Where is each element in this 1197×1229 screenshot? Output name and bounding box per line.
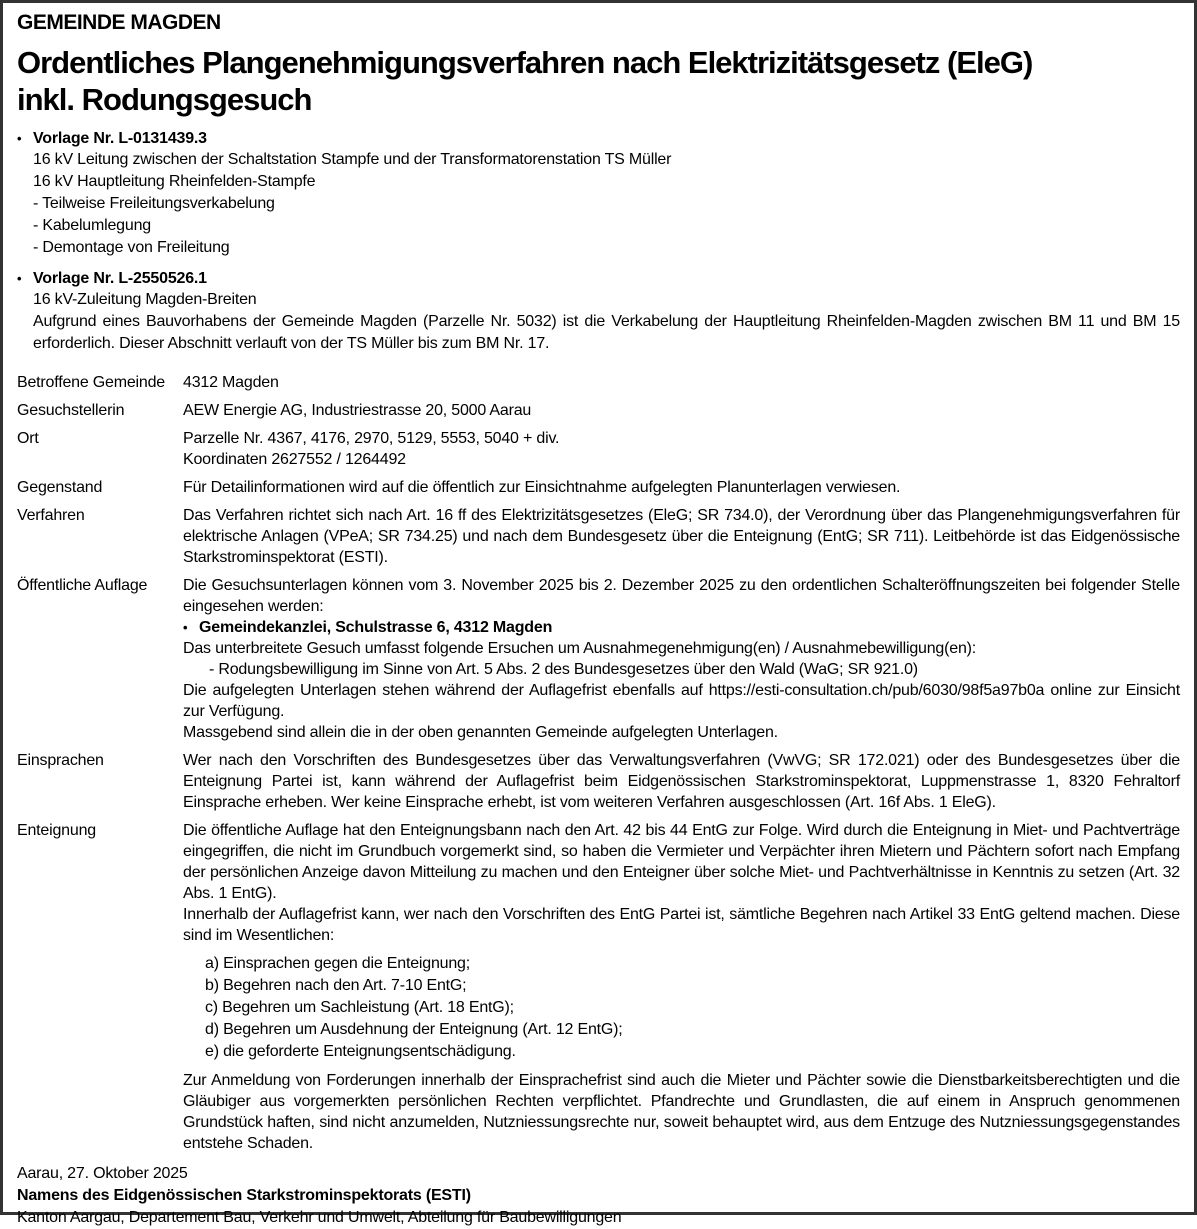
vorlage-line: - Demontage von Freileitung bbox=[33, 239, 230, 256]
page-title-line1: Ordentliches Plangenehmigungsverfahren nach Elektrizitätsgesetz (EleG) bbox=[17, 45, 1033, 80]
row-value-enteignung bbox=[183, 820, 1180, 1154]
row-label-oeffentliche-auflage: Öffentliche Auflage bbox=[17, 577, 148, 594]
claim-item-a: a) Einsprachen gegen die Enteignung; bbox=[205, 955, 471, 972]
vorlage-item-2 bbox=[17, 268, 1180, 355]
footer-department: Kanton Aargau, Departement Bau, Verkehr und Umwelt, Abteilung für Baubewilligungen bbox=[17, 1209, 622, 1226]
vorlage-description: Aufgrund eines Bauvorhabens der Gemeinde Magden (Parzelle Nr. 5032) ist die Verkabelung der Hauptleitung Rheinfelden-Magden zwischen BM 11 und BM 15 erforderlich. Dieser Abschnitt verlauft von der TS Müller bis zum BM Nr. 17. bbox=[33, 313, 1180, 352]
enteignung-claims-list bbox=[183, 953, 1180, 1063]
row-label-gesuchstellerin: Gesuchstellerin bbox=[17, 402, 125, 419]
row-value-verfahren: Das Verfahren richtet sich nach Art. 16 ff des Elektrizitätsgesetzes (EleG; SR 734.0), der Verordnung über das Plangenehmigungsverfahren für elektrische Anlagen (VPeA; SR 734.25) und nach dem Bundesgesetz über die Enteignung (EntG; SR 711). Leitbehörde ist das Eidgenössische Starkstrominspektorat (ESTI). bbox=[183, 507, 1180, 566]
row-value-betroffene-gemeinde: 4312 Magden bbox=[183, 374, 279, 391]
details-table bbox=[17, 372, 1180, 1154]
row-value-einsprachen: Wer nach den Vorschriften des Bundesgesetzes über das Verwaltungsverfahren (VwVG; SR 172.021) oder des Bundesgesetzes über die Enteignung Partei ist, kann während der Auflagefrist beim Eidgenössischen Starkstrominspektorat, Luppmenstrasse 1, 8320 Fehraltorf Einsprache erheben. Wer keine Einsprache erhebt, ist vom weiteren Verfahren ausgeschlossen (Art. 16f Abs. 1 EleG). bbox=[183, 752, 1180, 811]
row-label-ort: Ort bbox=[17, 430, 39, 447]
row-label-verfahren: Verfahren bbox=[17, 507, 85, 524]
row-value-oeffentliche-auflage bbox=[183, 575, 1180, 743]
row-label-enteignung: Enteignung bbox=[17, 822, 96, 839]
auflage-binding-note: Massgebend sind allein die in der oben genannten Gemeinde aufgelegten Unterlagen. bbox=[183, 724, 778, 741]
vorlage-line: 16 kV-Zuleitung Magden-Breiten bbox=[33, 291, 257, 308]
vorlage-line: 16 kV Hauptleitung Rheinfelden-Stampfe bbox=[33, 173, 316, 190]
claim-item-b: b) Begehren nach den Art. 7-10 EntG; bbox=[205, 977, 467, 994]
bullet-icon: • bbox=[17, 271, 22, 286]
vorlage-item-1 bbox=[17, 128, 1180, 259]
footer-authority: Namens des Eidgenössischen Starkstrominspektorats (ESTI) bbox=[17, 1187, 471, 1204]
consultation-url: https://esti-consultation.ch/pub/6030/98f5a97b0a bbox=[708, 682, 1045, 699]
vorlage-number: Vorlage Nr. L-0131439.3 bbox=[33, 130, 207, 147]
ort-parcels: Parzelle Nr. 4367, 4176, 2970, 5129, 5553, 5040 + div. bbox=[183, 430, 560, 447]
vorlage-body bbox=[17, 289, 1180, 355]
row-value-gesuchstellerin: AEW Energie AG, Industriestrasse 20, 5000 Aarau bbox=[183, 402, 532, 419]
vorlage-line: - Kabelumlegung bbox=[33, 217, 151, 234]
auflage-intro: Die Gesuchsunterlagen können vom 3. November 2025 bis 2. Dezember 2025 zu den ordentlichen Schalteröffnungszeiten bei folgender Stelle eingesehen werden: bbox=[183, 577, 1180, 615]
auflage-request: Das unterbreitete Gesuch umfasst folgende Ersuchen um Ausnahmegenehmigung(en) / Ausnahmebewilligung(en): bbox=[183, 640, 977, 657]
bullet-icon: • bbox=[183, 620, 188, 635]
row-label-einsprachen: Einsprachen bbox=[17, 752, 104, 769]
claim-item-d: d) Begehren um Ausdehnung der Enteignung (Art. 12 EntG); bbox=[205, 1021, 623, 1038]
vorlage-body bbox=[17, 149, 1180, 259]
page-title-line2: inkl. Rodungsgesuch bbox=[17, 82, 312, 117]
auflage-exception: - Rodungsbewilligung im Sinne von Art. 5 Abs. 2 des Bundesgesetzes über den Wald (WaG; SR 921.0) bbox=[209, 661, 918, 678]
auflage-online-prefix: Die aufgelegten Unterlagen stehen während der Auflagefrist ebenfalls auf bbox=[183, 682, 709, 699]
page-title bbox=[17, 44, 1180, 118]
footer-place-date: Aarau, 27. Oktober 2025 bbox=[17, 1165, 188, 1182]
row-label-betroffene-gemeinde: Betroffene Gemeinde bbox=[17, 374, 166, 391]
enteignung-paragraph-1: Die öffentliche Auflage hat den Enteignungsbann nach den Art. 42 bis 44 EntG zur Folge. Wird durch die Enteignung in Miet- und Pachtverträge eingegriffen, die nicht im Grundbuch vorgemerkt sind, so haben die Vermieter und Verpächter ihren Mietern und Pächtern sofort nach Empfang der persönlichen Anzeige davon Mitteilung zu machen und den Enteigner über solche Miet- und Pachtverhältnisse in Kenntnis zu setzen (Art. 32 Abs. 1 EntG). bbox=[183, 822, 1180, 902]
claim-item-e: e) die geforderte Enteignungsentschädigung. bbox=[205, 1043, 516, 1060]
auflage-online bbox=[183, 680, 1180, 722]
vorlage-line: - Teilweise Freileitungsverkabelung bbox=[33, 195, 275, 212]
auflage-location: Gemeindekanzlei, Schulstrasse 6, 4312 Magden bbox=[199, 619, 553, 636]
vorlage-number: Vorlage Nr. L-2550526.1 bbox=[33, 270, 207, 287]
vorlage-heading-row bbox=[17, 128, 1180, 149]
row-value-ort bbox=[183, 428, 1180, 470]
row-value-gegenstand: Für Detailinformationen wird auf die öffentlich zur Einsichtnahme aufgelegten Planunterlagen verwiesen. bbox=[183, 479, 901, 496]
vorlage-heading-row bbox=[17, 268, 1180, 289]
municipality-header: GEMEINDE MAGDEN bbox=[17, 11, 221, 34]
vorlage-line: 16 kV Leitung zwischen der Schaltstation Stampfe und der Transformatorenstation TS Müller bbox=[33, 151, 672, 168]
claim-item-c: c) Begehren um Sachleistung (Art. 18 EntG); bbox=[205, 999, 514, 1016]
enteignung-paragraph-2: Innerhalb der Auflagefrist kann, wer nach den Vorschriften des EntG Partei ist, sämtliche Begehren nach Artikel 33 EntG geltend machen. Diese sind im Wesentlichen: bbox=[183, 906, 1180, 944]
auflage-location-row bbox=[183, 617, 1180, 638]
auflage-online-suffix: online zur Einsicht zur Verfügung. bbox=[183, 682, 1181, 720]
row-label-gegenstand: Gegenstand bbox=[17, 479, 103, 496]
document-footer bbox=[17, 1163, 1180, 1229]
ort-coordinates: Koordinaten 2627552 / 1264492 bbox=[183, 451, 406, 468]
enteignung-paragraph-3: Zur Anmeldung von Forderungen innerhalb der Einsprachefrist sind auch die Mieter und Pächter sowie die Dienstbarkeitsberechtigten und die Gläubiger aus vorgemerkten persönlichen Rechten verpflichtet. Pfandrechte und Grundlasten, die auf einem in Anspruch genommenen Grundstück haften, sind nicht anzumelden, Nutzniessungsrechte nur, soweit behauptet wird, aus dem Entzuge des Nutzniessungsgegenstandes entstehe Schaden. bbox=[183, 1072, 1180, 1152]
bullet-icon: • bbox=[17, 131, 22, 146]
